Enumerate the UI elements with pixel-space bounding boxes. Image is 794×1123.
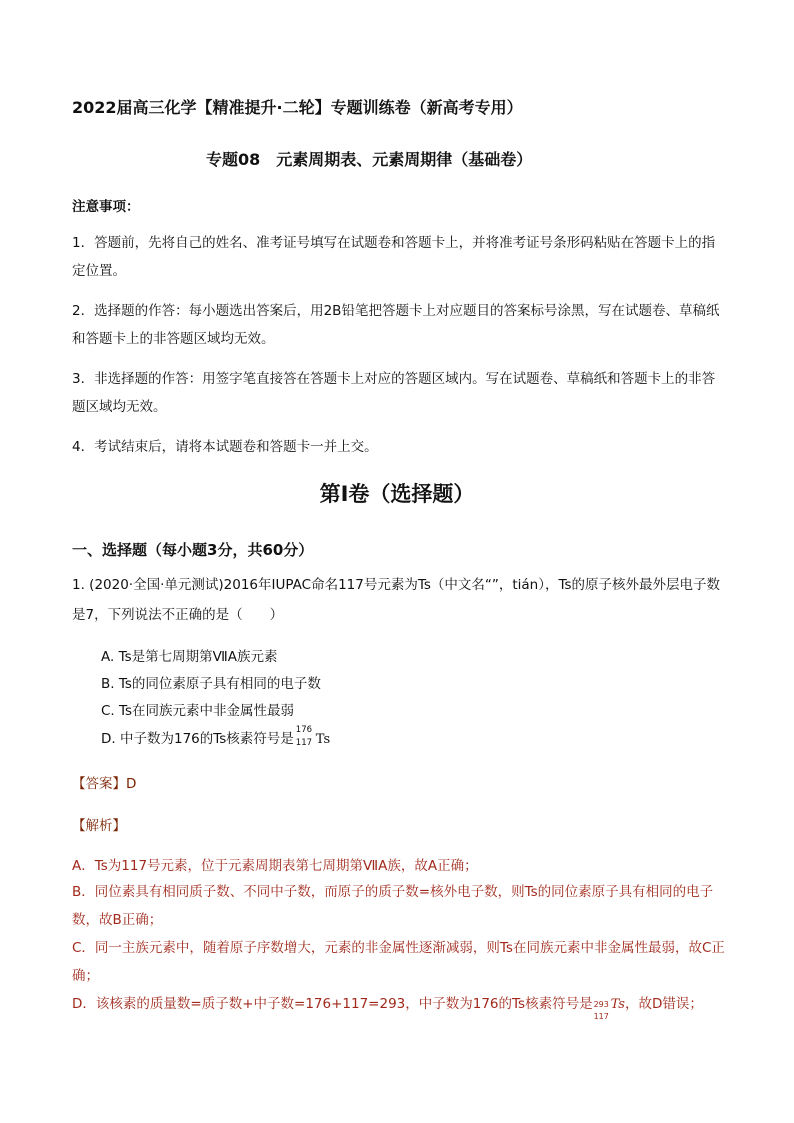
analysis-line-d — [72, 990, 727, 1019]
option-d — [101, 727, 330, 749]
notes-heading: 注意事项： — [72, 199, 140, 215]
analysis-line-d-text: D．该核素的质量数=质子数+中子数=176+117=293，中子数为176的Ts核素符号是 — [72, 996, 593, 1012]
option-c: C. Ts在同族元素中非金属性最弱 — [101, 703, 295, 719]
analysis-line-c: C．同一主族元素中，随着原子序数增大，元素的非金属性逐渐减弱，则Ts在同族元素中非金属性最弱，故C正确； — [72, 940, 725, 984]
option-b: B. Ts的同位素原子具有相同的电子数 — [101, 676, 321, 692]
isotope-symbol-answer: Ts — [610, 997, 625, 1012]
option-d-text: D. 中子数为176的Ts核素符号是 — [101, 731, 294, 747]
note-item-4: 4．考试结束后，请将本试题卷和答题卡一并上交。 — [72, 439, 378, 455]
analysis-label: 【解析】 — [72, 818, 126, 834]
analysis-line-b: B．同位素具有相同质子数、不同中子数，而原子的质子数=核外电子数，则Ts的同位素原子具有相同的电子数，故B正确； — [72, 884, 714, 928]
isotope-atomic-number: 117 — [295, 738, 313, 748]
question-stem — [72, 569, 732, 630]
section-title: 第Ⅰ卷（选择题） — [319, 482, 475, 506]
isotope-notation — [294, 725, 316, 749]
question-stem-part1: 1. (2020·全国·单元测试)2016年IUPAC命名117号元素为Ts（中文名“ — [72, 577, 492, 593]
isotope-atomic-number-answer: 117 — [593, 1012, 609, 1021]
isotope-symbol: Ts — [315, 732, 331, 747]
analysis-line-d-suffix: ，故D错误； — [624, 996, 703, 1012]
document-title: 2022届高三化学【精准提升·二轮】专题训练卷（新高考专用） — [72, 98, 523, 117]
isotope-mass-number: 176 — [295, 725, 313, 735]
topic-title: 专题08 元素周期表、元素周期律（基础卷） — [206, 150, 533, 169]
option-a: A. Ts是第七周期第ⅦA族元素 — [101, 649, 278, 665]
isotope-mass-number-answer: 293 — [593, 1000, 609, 1009]
answer-label: 【答案】D — [72, 776, 137, 792]
note-item-3: 3．非选择题的作答：用签字笔直接答在答题卡上对应的答题区域内。写在试题卷、草稿纸和答题卡上的非答题区域均无效。 — [72, 371, 716, 415]
section-heading: 一、选择题（每小题3分，共60分） — [72, 541, 314, 559]
note-item-2: 2．选择题的作答：每小题选出答案后，用2B铅笔把答题卡上对应题目的答案标号涂黑，写在试题卷、草稿纸和答题卡上的非答题区域均无效。 — [72, 303, 720, 347]
note-item-1: 1．答题前，先将自己的姓名、准考证号填写在试题卷和答题卡上，并将准考证号条形码粘贴在答题卡上的指定位置。 — [72, 235, 716, 279]
question-stem-part2: ”，tián），Ts的原子核外最外层电子数是7，下列说法不正确的是（ ） — [72, 577, 721, 623]
isotope-notation-answer — [593, 994, 611, 1021]
analysis-line-a: A．Ts为117号元素，位于元素周期表第七周期第ⅦA族，故A正确； — [72, 858, 478, 874]
